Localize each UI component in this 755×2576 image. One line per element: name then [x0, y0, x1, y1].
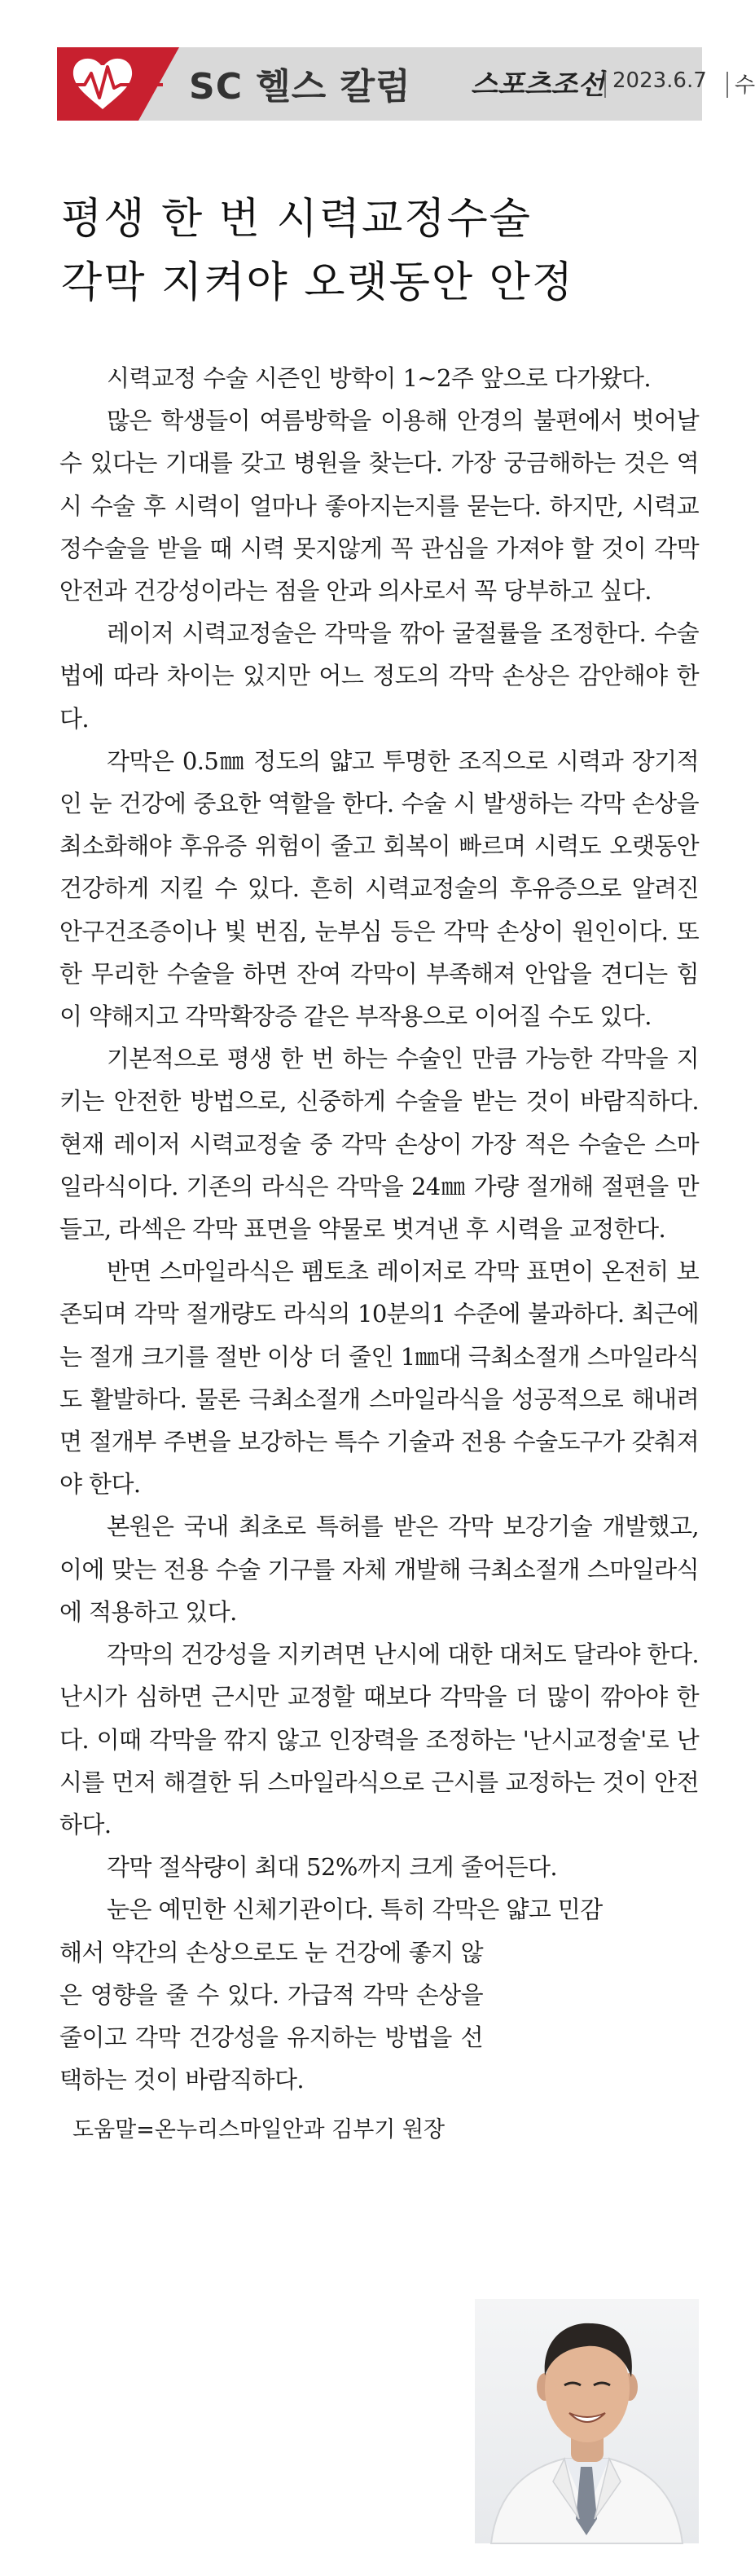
paragraph: 반면 스마일라식은 펨토초 레이저로 각막 표면이 온전히 보존되며 각막 절개량도 라식의 10분의1 수준에 불과하다. 최근에는 절개 크기를 절반 이상 더 줄인 1㎜대 극최소절개 스마일라식도 활발하다. 물론 극최소절개 스마일라식을 성공적으로 해내려면 절개부 주변을 보강하는 특수 기술과 전용 수술도구가 갖춰져야 한다. [59, 1257, 699, 1499]
paragraph: 시력교정 수술 시즌인 방학이 1~2주 앞으로 다가왔다. [107, 364, 652, 392]
headline-line-1: 평생 한 번 시력교정수술 [61, 195, 532, 244]
divider [726, 72, 728, 98]
closing-paragraph-lead: 눈은 예민한 신체기관이다. 특히 각막은 얇고 민감 [107, 1896, 603, 1924]
heartbeat-icon [57, 47, 179, 121]
headline-line-2: 각막 지켜야 오랫동안 안정 [61, 258, 575, 307]
doctor-portrait-illustration [475, 2299, 699, 2543]
paragraph: 본원은 국내 최초로 특허를 받은 각막 보강기술 개발했고, 이에 맞는 전용 수술 기구를 자체 개발해 극최소절개 스마일라식에 적용하고 있다. [59, 1513, 699, 1626]
paragraph: 각막의 건강성을 지키려면 난시에 대한 대처도 달라야 한다. 난시가 심하면 근시만 교정할 때보다 각막을 더 많이 깎아야 한다. 이때 각막을 깎지 않고 인장력을 조정하는 '난시교정술'로 난시를 먼저 해결한 뒤 스마일라식으로 근시를 교정하는 것이 안전하다. [59, 1640, 699, 1838]
paragraph: 레이저 시력교정술은 각막을 깎아 굴절률을 조정한다. 수술법에 따라 차이는 있지만 어느 정도의 각막 손상은 감안해야 한다. [59, 619, 699, 733]
article-body [59, 357, 699, 2305]
paragraph: 각막 절삭량이 최대 52%까지 크게 줄어든다. [107, 1853, 557, 1882]
closing-block [59, 1931, 699, 2305]
doctor-photo [475, 2299, 699, 2543]
helper-credit: 도움말=온누리스마일안과 김부기 원장 [72, 2117, 446, 2143]
newspaper-logo: 스포츠조선 [471, 68, 605, 101]
publish-weekday: 수 [735, 73, 755, 98]
paragraph: 많은 학생들이 여름방학을 이용해 안경의 불편에서 벗어날 수 있다는 기대를 갖고 병원을 찾는다. 가장 궁금해하는 것은 역시 수술 후 시력이 얼마나 좋아지는지를 묻는다. 하지만, 시력교정수술을 받을 때 시력 못지않게 꼭 관심을 가져야 할 것이 각막 안전과 건강성이라는 점을 안과 의사로서 꼭 당부하고 싶다. [59, 407, 699, 605]
publish-date: 2023.6.7 [612, 68, 707, 93]
paragraph: 각막은 0.5㎜ 정도의 얇고 투명한 조직으로 시력과 장기적인 눈 건강에 중요한 역할을 한다. 수술 시 발생하는 각막 손상을 최소화해야 후유증 위험이 줄고 회복이 빠르며 시력도 오랫동안 건강하게 지킬 수 있다. 흔히 시력교정술의 후유증으로 알려진 안구건조증이나 빛 번짐, 눈부심 등은 각막 손상이 원인이다. 또한 무리한 수술을 하면 잔여 각막이 부족해져 안압을 견디는 힘이 약해지고 각막확장증 같은 부작용으로 이어질 수도 있다. [59, 746, 699, 1031]
paragraph: 기본적으로 평생 한 번 하는 수술인 만큼 가능한 각막을 지키는 안전한 방법으로, 신중하게 수술을 받는 것이 바람직하다. 현재 레이저 시력교정술 중 각막 손상이 가장 적은 수술은 스마일라식이다. 기존의 라식은 각막을 24㎜ 가량 절개해 절편을 만들고, 라섹은 각막 표면을 약물로 벗겨낸 후 시력을 교정한다. [59, 1045, 699, 1244]
closing-paragraph-rest: 해서 약간의 손상으로도 눈 건강에 좋지 않은 영향을 줄 수 있다. 가급적 각막 손상을 줄이고 각막 건강성을 유지하는 방법을 선택하는 것이 바람직하다. [59, 1938, 483, 2094]
divider [604, 72, 606, 98]
column-header [57, 47, 755, 121]
headline [61, 187, 696, 315]
column-title: SC 헬스 칼럼 [189, 66, 411, 108]
